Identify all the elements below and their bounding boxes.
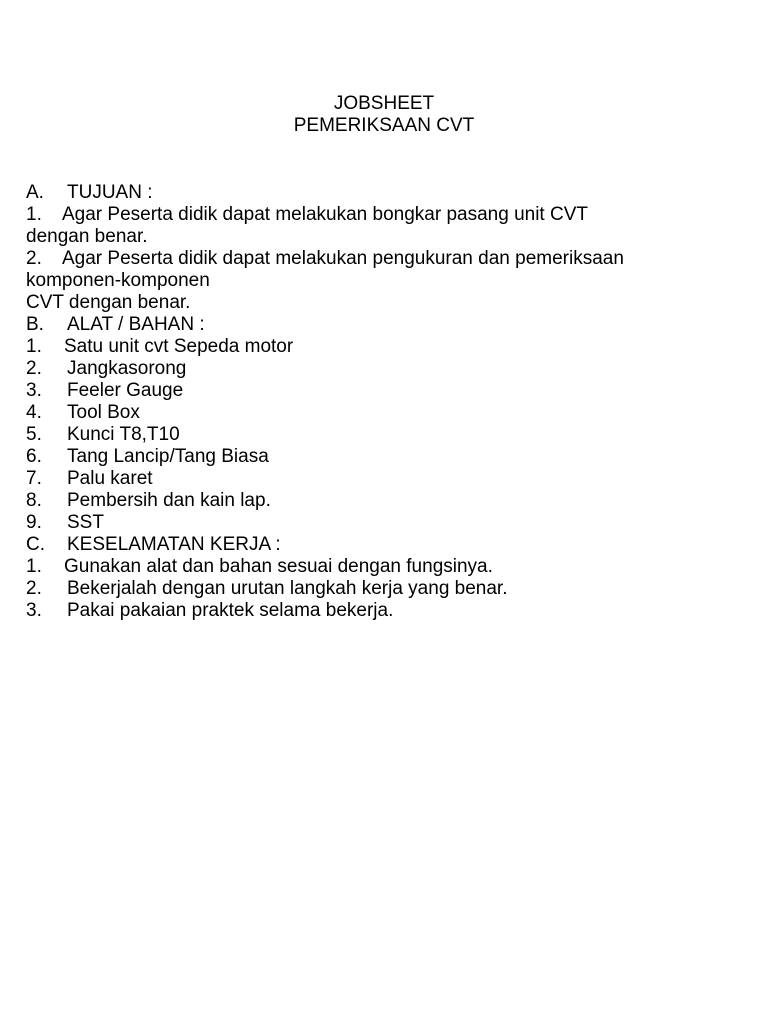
list-item [26, 336, 742, 358]
list-item-text: Satu unit cvt Sepeda motor [64, 336, 294, 357]
title-line-2: PEMERIKSAAN CVT [293, 115, 475, 136]
section-c-mark: C. [26, 534, 45, 555]
list-item [26, 358, 742, 380]
section-a-item-1-num: 1. [26, 204, 42, 225]
section-a-item-2-line-3: CVT dengan benar. [26, 292, 191, 313]
list-item-num: 1. [26, 336, 42, 357]
list-item-num: 8. [26, 490, 42, 511]
list-item-num: 7. [26, 468, 42, 489]
list-item-text: Jangkasorong [67, 358, 187, 379]
section-a-item-1-line-2: dengan benar. [26, 226, 148, 247]
list-item-text: Tang Lancip/Tang Biasa [67, 446, 269, 467]
list-item-num: 4. [26, 402, 42, 423]
list-item [26, 380, 742, 402]
title-block [26, 93, 742, 137]
list-item-text: Gunakan alat dan bahan sesuai dengan fungsinya. [64, 556, 493, 577]
section-b-title: ALAT / BAHAN : [67, 314, 205, 335]
section-a-item-2 [26, 248, 742, 314]
section-a-heading [26, 182, 742, 204]
section-a-mark: A. [26, 182, 44, 203]
list-item [26, 600, 742, 622]
list-item-num: 3. [26, 600, 42, 621]
list-item-text: Tool Box [67, 402, 140, 423]
title-line-1: JOBSHEET [333, 93, 435, 114]
list-item [26, 578, 742, 600]
section-a-item-1-line-1 [26, 204, 742, 226]
section-c-title: KESELAMATAN KERJA : [67, 534, 281, 555]
list-item [26, 402, 742, 424]
list-item-text: Bekerjalah dengan urutan langkah kerja yang benar. [67, 578, 508, 599]
list-item-text: SST [67, 512, 104, 533]
section-b-heading [26, 314, 742, 336]
list-item [26, 468, 742, 490]
list-item [26, 556, 742, 578]
list-item-num: 9. [26, 512, 42, 533]
section-c-heading [26, 534, 742, 556]
list-item-num: 6. [26, 446, 42, 467]
section-b-mark: B. [26, 314, 44, 335]
list-item [26, 512, 742, 534]
list-item-text: Palu karet [67, 468, 153, 489]
list-item-num: 2. [26, 578, 42, 599]
section-a-item-1-text-1: Agar Peserta didik dapat melakukan bongkar pasang unit CVT [62, 204, 588, 225]
section-a-item-2-line-2: komponen-komponen [26, 270, 210, 291]
list-item [26, 490, 742, 512]
document-page [26, 93, 742, 622]
list-item-num: 3. [26, 380, 42, 401]
list-item-text: Pakai pakaian praktek selama bekerja. [67, 600, 394, 621]
list-item-num: 2. [26, 358, 42, 379]
section-a-item-1 [26, 204, 742, 248]
list-item-text: Kunci T8,T10 [67, 424, 180, 445]
section-a-item-2-text-1: Agar Peserta didik dapat melakukan pengukuran dan pemeriksaan [62, 248, 624, 269]
section-a-item-2-line-1 [26, 248, 742, 270]
section-a-title: TUJUAN : [67, 182, 153, 203]
list-item-text: Pembersih dan kain lap. [67, 490, 271, 511]
list-item [26, 424, 742, 446]
list-item-text: Feeler Gauge [67, 380, 184, 401]
section-a-item-2-num: 2. [26, 248, 42, 269]
list-item-num: 1. [26, 556, 42, 577]
list-item-num: 5. [26, 424, 42, 445]
list-item [26, 446, 742, 468]
